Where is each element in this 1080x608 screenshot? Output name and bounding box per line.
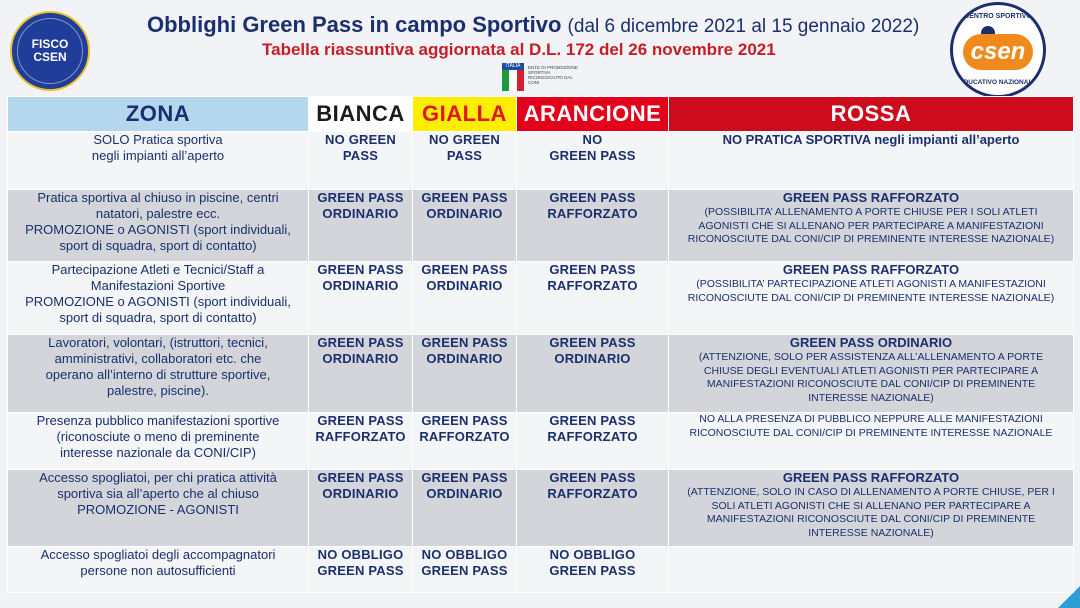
- gialla-text-line: GREEN PASS: [421, 190, 508, 205]
- gialla-cell: [413, 132, 517, 190]
- zona-text-line: PROMOZIONE o AGONISTI (sport individuali,: [25, 294, 291, 309]
- gialla-cell: [413, 335, 517, 413]
- rossa-main-text: GREEN PASS RAFFORZATO: [782, 262, 960, 277]
- gialla-text-line: ORDINARIO: [426, 206, 503, 221]
- zona-text-line: sportiva sia all’aperto che al chiuso: [57, 486, 259, 501]
- arancione-text-line: GREEN PASS: [549, 262, 636, 277]
- arancione-cell: [517, 547, 669, 593]
- table-header-row: [8, 97, 1074, 132]
- table-row: [8, 413, 1074, 470]
- rossa-note-line: (ATTENZIONE, SOLO IN CASO DI ALLENAMENTO A PORTE CHIUSE, PER I: [687, 486, 1055, 498]
- title-main: Obblighi Green Pass in campo Sportivo: [147, 12, 562, 37]
- bianca-cell: [309, 413, 413, 470]
- gialla-text-line: ORDINARIO: [426, 278, 503, 293]
- zona-cell: [8, 190, 309, 262]
- rossa-note-line: NO ALLA PRESENZA DI PUBBLICO NEPPURE ALLE MANIFESTAZIONI: [699, 413, 1043, 425]
- gialla-text-line: GREEN PASS: [421, 563, 508, 578]
- rossa-note-line: (POSSIBILITA’ ALLENAMENTO A PORTE CHIUSE PER I SOLI ATLETI: [704, 206, 1038, 218]
- arancione-cell: [517, 335, 669, 413]
- arancione-text-line: GREEN PASS: [549, 335, 636, 350]
- arancione-cell: [517, 262, 669, 335]
- zona-text-line: Lavoratori, volontari, (istruttori, tecnici,: [48, 335, 268, 350]
- bianca-cell: [309, 335, 413, 413]
- zona-cell: [8, 132, 309, 190]
- bianca-text-line: NO GREEN: [325, 132, 396, 147]
- arancione-text-line: GREEN PASS: [549, 413, 636, 428]
- arancione-text-line: GREEN PASS: [549, 563, 636, 578]
- logo-line-1: FISCO: [31, 37, 69, 51]
- csen-logo-bottom-text: EDUCATIVO NAZIONALE: [959, 79, 1037, 86]
- table-row: [8, 132, 1074, 190]
- bianca-text-line: GREEN PASS: [317, 563, 404, 578]
- gialla-text-line: RAFFORZATO: [419, 429, 510, 444]
- bianca-text-line: RAFFORZATO: [315, 429, 406, 444]
- zona-text-line: negli impianti all’aperto: [91, 148, 225, 163]
- gialla-cell: [413, 262, 517, 335]
- rossa-note-line: (POSSIBILITA’ PARTECIPAZIONE ATLETI AGONISTI A MANIFESTAZIONI: [696, 278, 1046, 290]
- rossa-note-line: AGONISTI CHE SI ALLENANO PER PARTECIPARE A MANIFESTAZIONI: [698, 219, 1044, 232]
- table-row: [8, 470, 1074, 547]
- coni-badge: [502, 63, 580, 91]
- bianca-text-line: GREEN PASS: [317, 335, 404, 350]
- zona-cell: [8, 413, 309, 470]
- arancione-text-line: GREEN PASS: [549, 470, 636, 485]
- rossa-main-text: GREEN PASS RAFFORZATO: [782, 190, 960, 205]
- rossa-cell: [669, 547, 1074, 593]
- table-row: [8, 190, 1074, 262]
- csen-logo-mark: csen: [963, 34, 1033, 70]
- italy-flag-icon: [502, 63, 524, 91]
- rossa-note-line: MANIFESTAZIONI RICONOSCIUTE DAL CONI/CIP DI PREMINENTE: [706, 513, 1036, 525]
- gialla-text-line: NO OBBLIGO: [421, 547, 508, 562]
- coni-note: ENTE DI PROMOZIONE SPORTIVA RICONOSCIUTO DAL CONI: [528, 65, 578, 85]
- bianca-cell: [309, 132, 413, 190]
- zona-text-line: Partecipazione Atleti e Tecnici/Staff a: [51, 262, 265, 277]
- arancione-text-line: NO OBBLIGO: [549, 547, 636, 562]
- bianca-text-line: ORDINARIO: [322, 351, 399, 366]
- rossa-note-line: RICONOSCIUTE DAL CONI/CIP DI PREMINENTE INTERESSE NAZIONALE): [687, 291, 1055, 304]
- rossa-note-line: (ATTENZIONE, SOLO PER ASSISTENZA ALL’ALLENAMENTO A PORTE: [698, 351, 1044, 363]
- fisco-csen-logo: [10, 11, 90, 91]
- zona-text-line: PROMOZIONE o AGONISTI (sport individuali,: [25, 222, 291, 237]
- gialla-cell: [413, 190, 517, 262]
- rossa-note-line: RICONOSCIUTE DAL CONI/CIP DI PREMINENTE INTERESSE NAZIONALE): [687, 233, 1055, 245]
- zona-cell: [8, 335, 309, 413]
- rossa-note-line: CHIUSE DEGLI EVENTUALI ATLETI AGONISTI PER PARTECIPARE A: [703, 364, 1039, 377]
- gialla-text-line: GREEN PASS: [421, 413, 508, 428]
- zona-cell: [8, 470, 309, 547]
- arancione-text-line: GREEN PASS: [549, 190, 636, 205]
- zona-text-line: operano all’interno di strutture sportive,: [45, 367, 271, 382]
- gialla-cell: [413, 413, 517, 470]
- arancione-cell: [517, 190, 669, 262]
- rossa-cell: [669, 413, 1074, 470]
- gialla-cell: [413, 547, 517, 593]
- header-zona: ZONA: [8, 97, 309, 132]
- rossa-cell: [669, 190, 1074, 262]
- zona-text-line: natatori, palestre ecc.: [95, 206, 221, 221]
- zona-text-line: Manifestazioni Sportive: [90, 278, 226, 293]
- rossa-main-text: NO PRATICA SPORTIVA negli impianti all’aperto: [722, 132, 1020, 147]
- page-subtitle: Tabella riassuntiva aggiornata al D.L. 172 del 26 novembre 2021: [262, 40, 776, 59]
- zona-text-line: persone non autosufficienti: [80, 563, 236, 578]
- zona-text-line: PROMOZIONE - AGONISTI: [77, 502, 239, 517]
- bianca-text-line: NO OBBLIGO: [317, 547, 404, 562]
- rossa-cell: [669, 335, 1074, 413]
- zona-text-line: Presenza pubblico manifestazioni sportive: [36, 413, 280, 428]
- zona-text-line: Pratica sportiva al chiuso in piscine, centri: [37, 190, 279, 205]
- header-rossa: ROSSA: [669, 97, 1074, 132]
- rossa-cell: [669, 262, 1074, 335]
- flag-label: ITALIA: [502, 63, 524, 70]
- arancione-cell: [517, 413, 669, 470]
- rossa-note-line: RICONOSCIUTE DAL CONI/CIP DI PREMINENTE INTERESSE NAZIONALE: [689, 426, 1053, 439]
- bianca-text-line: ORDINARIO: [322, 206, 399, 221]
- bianca-text-line: GREEN PASS: [317, 262, 404, 277]
- arancione-text-line: RAFFORZATO: [547, 278, 638, 293]
- zona-cell: [8, 547, 309, 593]
- bianca-text-line: GREEN PASS: [317, 190, 404, 205]
- zona-cell: [8, 262, 309, 335]
- zona-text-line: interesse nazionale da CONI/CIP): [60, 445, 256, 460]
- gialla-cell: [413, 470, 517, 547]
- rossa-main-text: GREEN PASS RAFFORZATO: [782, 470, 960, 485]
- gialla-text-line: ORDINARIO: [426, 486, 503, 501]
- gialla-text-line: ORDINARIO: [426, 351, 503, 366]
- bianca-cell: [309, 262, 413, 335]
- zona-text-line: amministrativi, collaboratori etc. che: [54, 351, 262, 366]
- arancione-text-line: ORDINARIO: [554, 351, 631, 366]
- bianca-cell: [309, 547, 413, 593]
- logo-ring: [17, 18, 83, 84]
- gialla-text-line: PASS: [446, 148, 483, 163]
- zona-text-line: SOLO Pratica sportiva: [93, 132, 223, 147]
- logo-line-2: CSEN: [33, 50, 67, 64]
- green-pass-table: [7, 96, 1074, 593]
- rossa-cell: [669, 132, 1074, 190]
- bianca-cell: [309, 470, 413, 547]
- rossa-main-text: GREEN PASS ORDINARIO: [789, 335, 953, 350]
- rossa-note-line: MANIFESTAZIONI RICONOSCIUTE DAL CONI/CIP DI PREMINENTE: [706, 378, 1036, 390]
- rossa-cell: [669, 470, 1074, 547]
- zona-text-line: (riconosciute o meno di preminente: [56, 429, 260, 444]
- table-body: [8, 132, 1074, 593]
- zona-text-line: palestre, piscine).: [107, 383, 209, 398]
- arancione-text-line: RAFFORZATO: [547, 429, 638, 444]
- zona-text-line: sport di squadra, sport di contatto): [59, 238, 257, 253]
- bianca-cell: [309, 190, 413, 262]
- zona-text-line: Accesso spogliatoi degli accompagnatori: [40, 547, 276, 562]
- gialla-text-line: GREEN PASS: [421, 335, 508, 350]
- arancione-text-line: GREEN PASS: [549, 148, 636, 163]
- bianca-text-line: ORDINARIO: [322, 278, 399, 293]
- arancione-text-line: NO: [582, 132, 603, 147]
- header-gialla: GIALLA: [413, 97, 517, 132]
- zona-text-line: sport di squadra, sport di contatto): [59, 310, 257, 325]
- gialla-text-line: GREEN PASS: [421, 470, 508, 485]
- arancione-cell: [517, 470, 669, 547]
- csen-logo-top-text: CENTRO SPORTIVO: [964, 13, 1032, 20]
- bianca-text-line: ORDINARIO: [322, 486, 399, 501]
- page-title: [147, 12, 919, 38]
- gialla-text-line: NO GREEN: [429, 132, 500, 147]
- gialla-text-line: GREEN PASS: [421, 262, 508, 277]
- rossa-note-line: INTERESSE NAZIONALE): [808, 391, 934, 404]
- arancione-cell: [517, 132, 669, 190]
- title-dates: (dal 6 dicembre 2021 al 15 gennaio 2022): [567, 16, 920, 37]
- zona-text-line: Accesso spogliatoi, per chi pratica attività: [39, 470, 277, 485]
- rossa-note-line: SOLI ATLETI AGONISTI CHE SI ALLENANO PER PARTECIPARE A: [711, 499, 1031, 512]
- table-row: [8, 262, 1074, 335]
- bianca-text-line: GREEN PASS: [317, 413, 404, 428]
- header-arancione: ARANCIONE: [517, 97, 669, 132]
- csen-logo: [950, 2, 1046, 98]
- table-row: [8, 335, 1074, 413]
- rossa-note-line: INTERESSE NAZIONALE): [808, 526, 934, 539]
- arancione-text-line: RAFFORZATO: [547, 486, 638, 501]
- arancione-text-line: RAFFORZATO: [547, 206, 638, 221]
- header-bianca: BIANCA: [309, 97, 413, 132]
- bianca-text-line: GREEN PASS: [317, 470, 404, 485]
- bianca-text-line: PASS: [342, 148, 379, 163]
- table-row: [8, 547, 1074, 593]
